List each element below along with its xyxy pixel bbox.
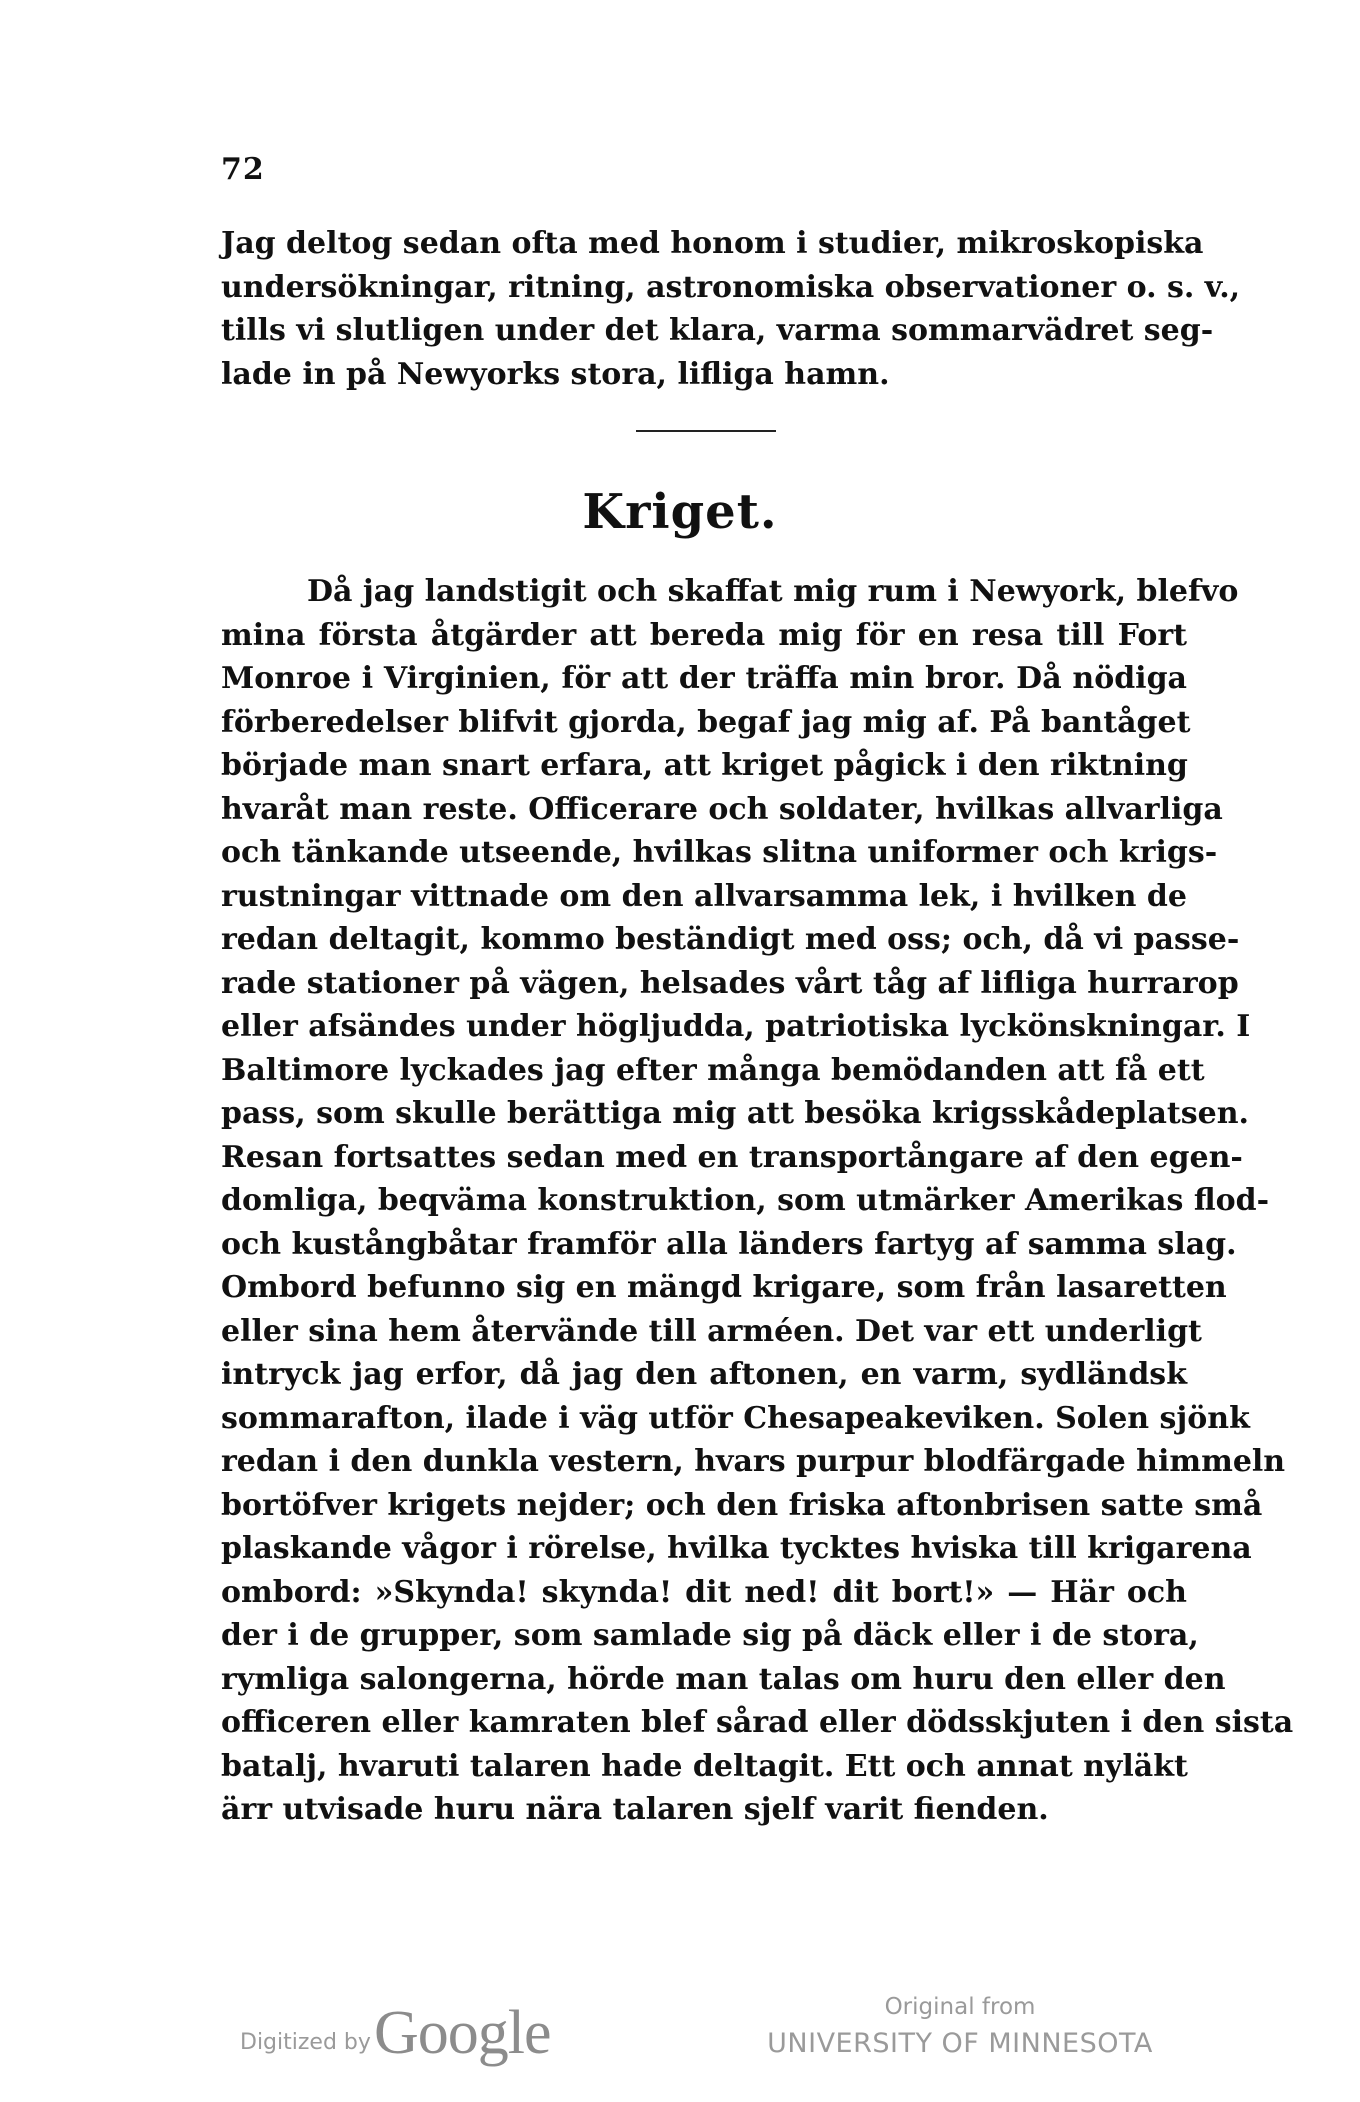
page-number: 72	[221, 152, 265, 187]
body-line: ärr utvisade huru nära talaren sjelf varit fienden.	[221, 1792, 1049, 1827]
original-from-label: Original from	[884, 1994, 1036, 2020]
body-line: ombord: »Skynda! skynda! dit ned! dit bort!» — Här och	[221, 1574, 1187, 1610]
university-label: UNIVERSITY OF MINNESOTA	[767, 2028, 1153, 2059]
digitized-by-label: Digitized by	[240, 2030, 371, 2055]
section-heading: Kriget.	[582, 484, 778, 540]
body-line: eller afsändes under högljudda, patriotiska lyckönskningar. I	[221, 1009, 1251, 1044]
body-line: rade stationer på vägen, helsades vårt tåg af lifliga hurrarop	[221, 965, 1239, 1001]
body-line: batalj, hvaruti talaren hade deltagit. Ett och annat nyläkt	[221, 1748, 1188, 1784]
body-line: intryck jag erfor, då jag den aftonen, en varm, sydländsk	[221, 1357, 1187, 1392]
body-line: rymliga salongerna, hörde man talas om huru den eller den	[221, 1661, 1226, 1697]
intro-paragraph	[221, 222, 1241, 396]
body-line: Ombord befunno sig en mängd krigare, som från lasaretten	[221, 1270, 1227, 1305]
body-line: Resan fortsattes sedan med en transportångare af den egen-	[221, 1139, 1243, 1175]
body-line: redan deltagit, kommo beständigt med oss; och, då vi passe-	[221, 922, 1240, 957]
intro-line: tills vi slutligen under det klara, varma sommarvädret seg-	[221, 313, 1214, 348]
body-line: och tänkande utseende, hvilkas slitna uniformer och krigs-	[221, 835, 1218, 870]
body-line: Monroe i Virginien, för att der träffa min bror. Då nödiga	[221, 661, 1187, 696]
body-line: Baltimore lyckades jag efter många bemödanden att få ett	[221, 1052, 1205, 1088]
body-line: bortöfver krigets nejder; och den friska aftonbrisen satte små	[221, 1487, 1263, 1523]
digitization-footer	[0, 1990, 1360, 2070]
google-logo: Google	[374, 1999, 551, 2067]
body-line: eller sina hem återvände till arméen. Det var ett underligt	[221, 1313, 1202, 1349]
body-line: rustningar vittnade om den allvarsamma lek, i hvilken de	[221, 878, 1187, 914]
body-line: började man snart erfara, att kriget pågick i den riktning	[221, 748, 1188, 783]
body-line: plaskande vågor i rörelse, hvilka tycktes hviska till krigarena	[221, 1531, 1252, 1566]
body-line: och kustångbåtar framför alla länders fartyg af samma slag.	[221, 1226, 1237, 1262]
body-line: redan i den dunkla vestern, hvars purpur blodfärgade himmeln	[221, 1444, 1286, 1479]
intro-line: lade in på Newyorks stora, lifliga hamn.	[221, 356, 890, 392]
intro-line: Jag deltog sedan ofta med honom i studier, mikroskopiska	[221, 226, 1204, 261]
body-paragraph	[221, 570, 1294, 1832]
body-line: officeren eller kamraten blef sårad eller dödsskjuten i den sista	[221, 1705, 1294, 1740]
body-line: sommarafton, ilade i väg utför Chesapeakeviken. Solen sjönk	[221, 1400, 1250, 1436]
body-line: domliga, beqväma konstruktion, som utmärker Amerikas flod-	[221, 1183, 1270, 1218]
body-line: hvaråt man reste. Officerare och soldater, hvilkas allvarliga	[221, 791, 1223, 827]
body-line: der i de grupper, som samlade sig på däck eller i de stora,	[221, 1618, 1199, 1653]
intro-line: undersökningar, ritning, astronomiska observationer o. s. v.,	[221, 269, 1241, 305]
body-line: förberedelser blifvit gjorda, begaf jag mig af. På bantåget	[221, 704, 1191, 740]
body-line: Då jag landstigit och skaffat mig rum i Newyork, blefvo	[307, 574, 1239, 609]
section-divider	[636, 430, 776, 432]
body-line: pass, som skulle berättiga mig att besöka krigsskådeplatsen.	[221, 1096, 1249, 1131]
body-line: mina första åtgärder att bereda mig för en resa till Fort	[221, 617, 1187, 653]
